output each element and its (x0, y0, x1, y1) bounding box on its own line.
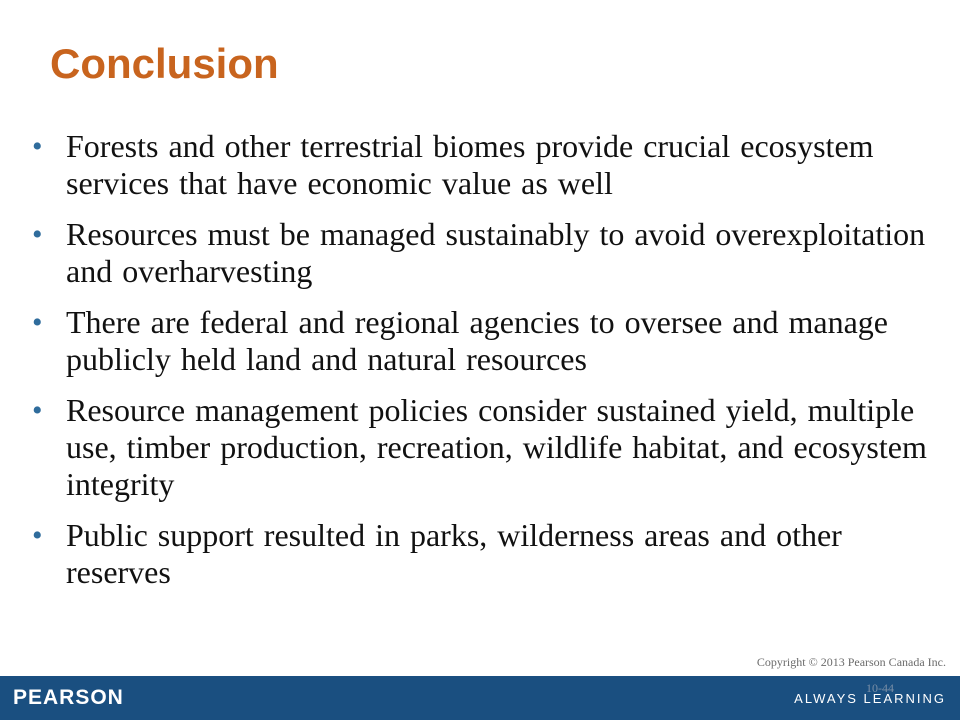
bullet-item (32, 304, 932, 378)
slide-title: Conclusion (50, 40, 279, 87)
bullet-text: There are federal and regional agencies to oversee and manage publicly held land and natural resources (66, 304, 888, 377)
bullet-item (32, 392, 932, 503)
bullet-text: Resource management policies consider sustained yield, multiple use, timber production, recreation, wildlife habitat, and ecosystem integrity (66, 392, 927, 502)
bullet-dot-icon: • (32, 306, 43, 339)
footer-tagline: ALWAYS LEARNING (794, 691, 946, 706)
bullet-dot-icon: • (32, 394, 43, 427)
footer-bar (0, 676, 960, 720)
bullet-text: Forests and other terrestrial biomes provide crucial ecosystem services that have economic value as well (66, 128, 874, 201)
bullet-item (32, 128, 932, 202)
copyright-notice: Copyright © 2013 Pearson Canada Inc. (756, 655, 946, 669)
slide-number: 10-44 (866, 681, 894, 695)
bullet-dot-icon: • (32, 130, 43, 163)
bullet-item (32, 517, 932, 591)
bullet-dot-icon: • (32, 218, 43, 251)
bullet-text: Public support resulted in parks, wilderness areas and other reserves (66, 517, 842, 590)
bullet-list (32, 128, 932, 605)
bullet-text: Resources must be managed sustainably to avoid overexploitation and overharvesting (66, 216, 926, 289)
pearson-logo: PEARSON (13, 686, 124, 709)
bullet-item (32, 216, 932, 290)
bullet-dot-icon: • (32, 519, 43, 552)
